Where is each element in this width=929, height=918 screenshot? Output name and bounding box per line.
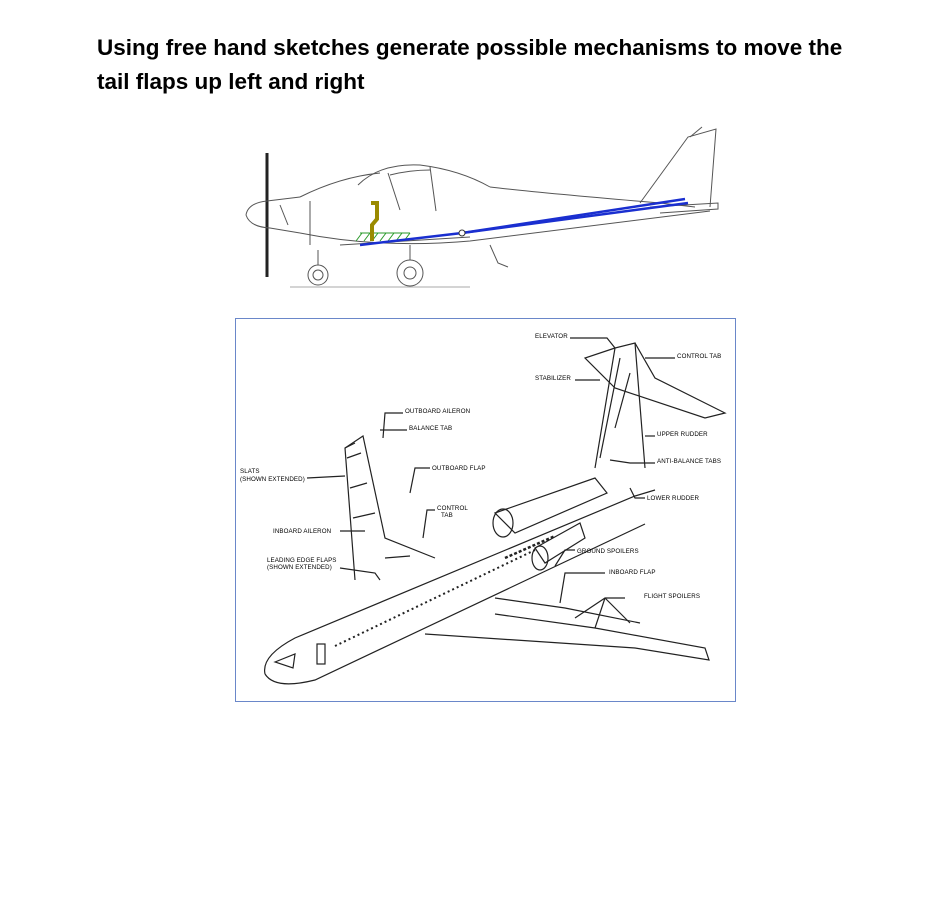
label-control-tab-wing: CONTROL — [437, 505, 468, 512]
label-outboard-flap: OUTBOARD FLAP — [432, 465, 486, 472]
label-lower-rudder: LOWER RUDDER — [647, 495, 700, 502]
page-title: Using free hand sketches generate possible mechanisms to move the tail flaps up left and right — [97, 35, 843, 94]
light-aircraft-sideview-icon — [240, 115, 720, 295]
label-leading-edge-flaps-note: (SHOWN EXTENDED) — [267, 564, 332, 571]
label-outboard-aileron: OUTBOARD AILERON — [405, 408, 471, 415]
label-inboard-aileron: INBOARD AILERON — [273, 528, 332, 535]
label-slats-note: (SHOWN EXTENDED) — [240, 476, 305, 483]
label-ground-spoilers: GROUND SPOILERS — [577, 548, 639, 555]
label-anti-balance-tabs: ANTI-BALANCE TABS — [657, 458, 722, 465]
label-upper-rudder: UPPER RUDDER — [657, 431, 708, 438]
label-balance-tab: BALANCE TAB — [409, 425, 453, 432]
label-slats: SLATS — [240, 468, 260, 475]
label-control-tab-wing-2: TAB — [441, 512, 453, 519]
label-elevator: ELEVATOR — [535, 333, 568, 340]
label-control-tab-top: CONTROL TAB — [677, 353, 722, 360]
label-flight-spoilers: FLIGHT SPOILERS — [644, 593, 701, 600]
label-stabilizer: STABILIZER — [535, 375, 571, 382]
label-leading-edge-flaps: LEADING EDGE FLAPS — [267, 557, 337, 564]
jet-airliner-control-surfaces-icon — [235, 318, 736, 702]
label-inboard-flap: INBOARD FLAP — [609, 569, 656, 576]
